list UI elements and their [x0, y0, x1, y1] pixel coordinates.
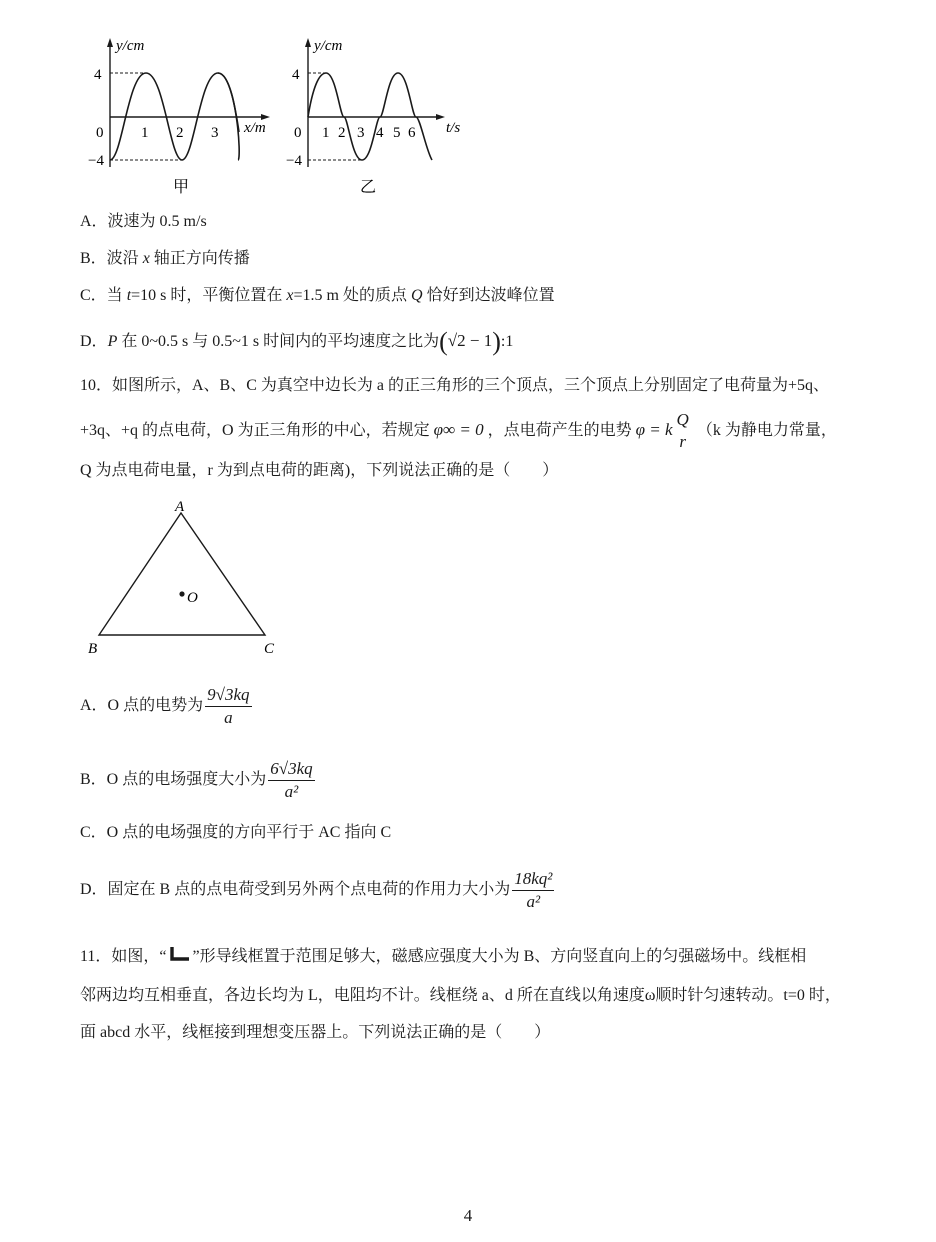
q10-option-d — [80, 866, 556, 914]
q10-option-c: C．O 点的电场强度的方向平行于 AC 指向 C — [80, 824, 392, 841]
q10-stem-line1: 10．如图所示，A、B、C 为真空中边长为 a 的正三角形的三个顶点，三个顶点上分别固定了电荷量为+5q、 — [80, 377, 830, 394]
graph-yi-y-tick-neg4: −4 — [286, 153, 302, 169]
q10-option-b-fraction: $\frac{6√3kq}{\text{a²}}$ — [270, 758, 313, 801]
q10-stem-line2-text: +3q、+q 的点电荷，O 为正三角形的中心，若规定 — [80, 422, 430, 439]
graph-yi-x-tick-3: 3 — [357, 125, 365, 141]
graph-yi-x-label: t/s — [446, 120, 461, 136]
q10-option-d-text: D．固定在 B 点的点电荷受到另外两个点电荷的作用力大小为 — [80, 881, 511, 898]
q10-triangle-figure — [80, 495, 290, 660]
graph-yi-x-tick-6: 6 — [408, 125, 416, 141]
graph-yi-x-tick-0: 0 — [294, 125, 302, 141]
vertex-b-label: B — [88, 641, 98, 657]
vertex-c-label: C — [264, 641, 275, 657]
q9-option-d-var: P — [107, 333, 118, 350]
q10-phi-infinity: φ∞ = 0 — [433, 420, 484, 439]
q9-option-d-text: D． — [80, 333, 108, 350]
q9-option-b-var: x — [142, 250, 150, 267]
graph-jia-x-tick-2: 2 — [176, 125, 184, 141]
q9-option-c-var-x: x — [286, 287, 294, 304]
graph-jia-x-label: x/m — [244, 120, 266, 136]
q10-option-a-text: A．O 点的电势为 — [80, 697, 204, 714]
q10-option-b-text: B．O 点的电场强度大小为 — [80, 771, 267, 788]
q10-stem-line2-text3: （k 为静电力常量， — [696, 422, 837, 439]
q10-stem-line2 — [80, 410, 837, 450]
q9-option-c-var-q: Q — [411, 287, 423, 304]
q9-option-a: A．波速为 0.5 m/s — [80, 213, 207, 230]
q9-option-c — [80, 286, 555, 306]
vertex-a-label: A — [175, 499, 185, 515]
q10-stem-line3: Q 为点电荷电量，r 为到点电荷的距离)，下列说法正确的是（ ） — [80, 462, 559, 479]
graph-yi-caption: 乙 — [360, 179, 377, 196]
graph-jia-y-label: y/cm — [116, 38, 145, 54]
graph-jia-caption: 甲 — [173, 179, 190, 196]
q11-stem-line1-text: 11．如图，“ — [80, 948, 167, 965]
graph-yi-y-label: y/cm — [314, 38, 343, 54]
q10-phi-formula: φ = k — [635, 420, 673, 439]
center-o-label: O — [187, 590, 198, 606]
graph-jia-x-tick-1: 1 — [141, 125, 149, 141]
q10-option-d-fraction: $\frac{\text{18kq²}}{\text{a²}}$ — [514, 868, 553, 911]
q10-option-b — [80, 756, 317, 804]
q9-option-b — [80, 249, 250, 269]
graph-yi-x-tick-5: 5 — [393, 125, 401, 141]
q10-option-a — [80, 682, 254, 730]
q10-potential-fraction: Q r — [676, 410, 689, 452]
q10-stem-line2-text2: ，点电荷产生的电势 — [487, 422, 632, 439]
q9-option-d-text2: 在 0~0.5 s 与 0.5~1 s 时间内的平均速度之比为 — [117, 333, 440, 350]
graph-yi-x-tick-4: 4 — [376, 125, 384, 141]
q9-option-c-var-t: t — [126, 287, 132, 304]
q9-option-c-text4: 恰好到达波峰位置 — [422, 287, 555, 304]
graph-jia-y-tick-4: 4 — [94, 67, 102, 83]
q9-option-c-text3: =1.5 m 处的质点 — [293, 287, 411, 304]
q11-stem-line2: 邻两边均互相垂直，各边长均为 L，电阻均不计。线框绕 a、d 所在直线以角速度ω顺时针匀速转动。t=0 时， — [80, 987, 841, 1004]
q9-option-d-expression: √2 − 1 — [447, 331, 493, 350]
frame-shape-icon — [169, 946, 191, 962]
graph-jia-x-tick-0: 0 — [96, 125, 104, 141]
q9-option-d-text3: :1 — [500, 333, 514, 350]
q11-stem-line3: 面 abcd 水平，线框接到理想变压器上。下列说法正确的是（ ） — [80, 1024, 551, 1041]
q9-option-b-text: B．波沿 — [80, 250, 143, 267]
graph-jia-y-tick-neg4: −4 — [88, 153, 104, 169]
graph-yi — [280, 32, 480, 202]
graph-yi-y-tick-4: 4 — [292, 67, 300, 83]
q11-stem-line1 — [80, 946, 806, 967]
page-number: 4 — [463, 1206, 473, 1225]
graph-jia-x-tick-3: 3 — [211, 125, 219, 141]
q9-option-d: D．P 在 0~0.5 s 与 0.5~1 s 时间内的平均速度之比为(√2 − 1):1 — [80, 327, 514, 356]
q10-option-a-fraction: $\frac{9√3kq}{a}$ — [207, 684, 250, 727]
q9-option-c-text: C．当 — [80, 287, 127, 304]
q11-stem-line1-text2: ”形导线框置于范围足够大，磁感应强度大小为 B、方向竖直向上的匀强磁场中。线框相 — [192, 948, 807, 965]
graph-yi-x-tick-2: 2 — [338, 125, 346, 141]
q9-option-c-text2: =10 s 时，平衡位置在 — [131, 287, 287, 304]
q9-option-b-text2: 轴正方向传播 — [149, 250, 250, 267]
graph-yi-x-tick-1: 1 — [322, 125, 330, 141]
graph-jia — [80, 32, 280, 202]
